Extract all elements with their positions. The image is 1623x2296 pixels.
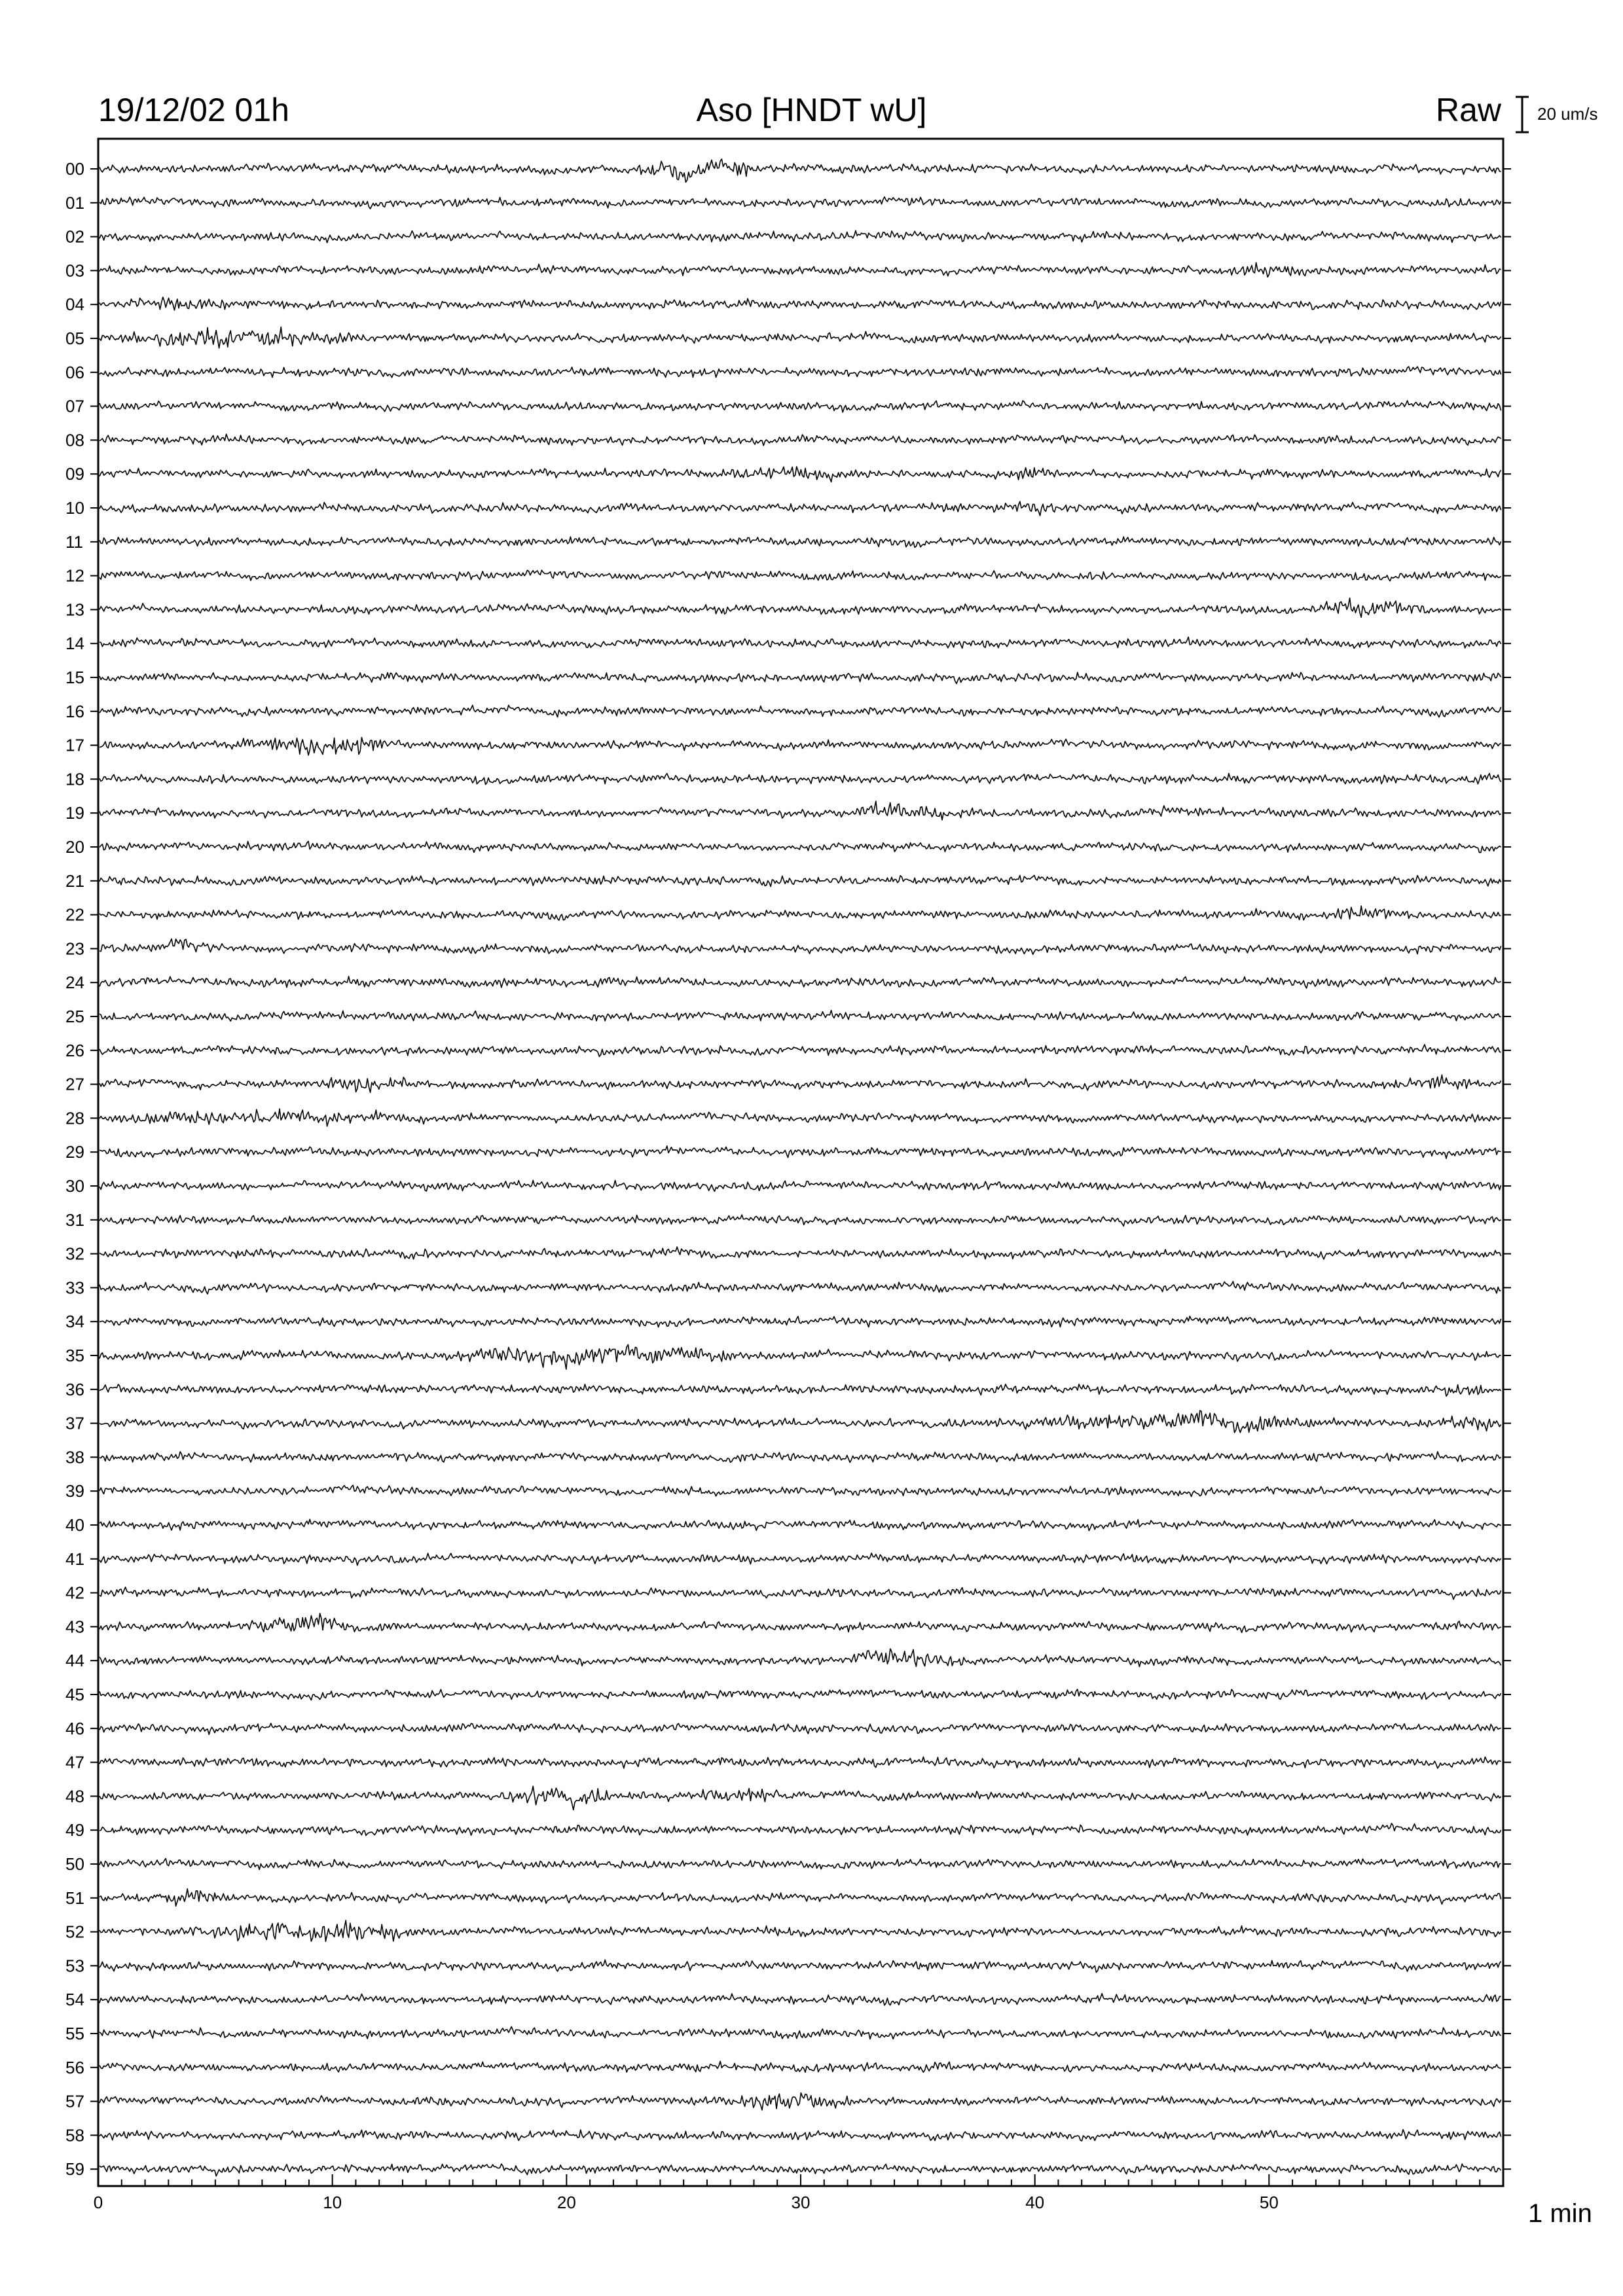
trace-line [100,1553,1501,1566]
trace-line [100,672,1501,683]
trace-line [100,906,1501,920]
row-label: 25 [65,1007,84,1026]
trace-line [100,1075,1501,1092]
trace-line [100,977,1501,988]
trace-line [100,1519,1501,1530]
trace-line [100,1011,1501,1021]
trace-line [100,2130,1501,2141]
row-label: 26 [65,1040,84,1060]
trace-line [100,262,1501,277]
row-label: 33 [65,1278,84,1298]
row-label: 37 [65,1413,84,1433]
x-tick-label: 10 [323,2193,342,2212]
record-datetime: 19/12/02 01h [98,92,289,128]
row-label: 45 [65,1685,84,1704]
trace-line [100,1452,1501,1463]
row-label: 38 [65,1447,84,1467]
row-label: 53 [65,1956,84,1976]
row-label: 10 [65,498,84,518]
trace-line [100,738,1501,755]
row-label: 30 [65,1176,84,1196]
trace-line [100,1587,1501,1600]
trace-line [100,801,1501,820]
row-label: 20 [65,837,84,857]
row-label: 54 [65,1990,84,2010]
trace-line [100,1282,1501,1294]
trace-line [100,1613,1501,1632]
row-label: 02 [65,226,84,247]
row-label: 03 [65,260,84,281]
trace-line [100,434,1501,445]
trace-line [100,1823,1501,1836]
x-tick-label: 50 [1259,2193,1279,2212]
row-label: 52 [65,1922,84,1942]
row-label: 58 [65,2125,84,2145]
row-label: 50 [65,1854,84,1874]
trace-line [100,159,1501,182]
trace-line [100,1410,1501,1433]
x-tick-label: 20 [556,2193,576,2212]
row-label: 01 [65,192,84,213]
trace-line [100,297,1501,310]
scale-bar-label: 20 um/s [1537,104,1598,124]
x-tick-label: 30 [791,2193,811,2212]
row-label: 19 [65,803,84,823]
trace-line [100,1316,1501,1327]
trace-line [100,2027,1501,2039]
row-label: 15 [65,668,84,687]
row-label: 09 [65,464,84,484]
trace-line [100,401,1501,412]
row-label: 46 [65,1718,84,1738]
x-unit-label: 1 min [1528,2199,1592,2228]
row-label: 49 [65,1820,84,1840]
row-label: 23 [65,939,84,959]
trace-line [100,1180,1501,1191]
row-label: 08 [65,430,84,450]
row-label: 18 [65,769,84,789]
trace-line [100,875,1501,886]
trace-line [100,1247,1501,1259]
row-label: 43 [65,1617,84,1637]
row-label: 24 [65,973,84,993]
plot-frame [98,139,1503,2186]
trace-line [100,1344,1501,1369]
trace-line [100,537,1501,547]
trace-line [100,467,1501,482]
trace-line [100,1723,1501,1734]
row-label: 06 [65,362,84,382]
row-label: 48 [65,1786,84,1806]
row-label: 11 [65,531,83,552]
trace-line [100,705,1501,717]
row-label: 16 [65,701,84,721]
row-label: 28 [65,1108,84,1128]
trace-line [100,367,1501,378]
row-label: 39 [65,1481,84,1501]
row-label: 36 [65,1379,84,1399]
x-tick-label: 40 [1025,2193,1045,2212]
trace-line [100,1920,1501,1941]
row-label: 59 [65,2159,84,2179]
trace-line [100,1786,1501,1810]
trace-line [100,327,1501,348]
trace-line [100,197,1501,209]
trace-line [100,939,1501,955]
row-label: 29 [65,1142,84,1162]
trace-line [100,1649,1501,1666]
row-label: 12 [65,565,84,586]
trace-line [100,1757,1501,1768]
x-tick-label: 0 [93,2193,103,2212]
trace-line [100,2093,1501,2110]
row-label: 42 [65,1583,84,1603]
trace-line [100,1045,1501,1057]
row-label: 44 [65,1651,84,1671]
row-label: 40 [65,1515,84,1535]
trace-line [100,1146,1501,1158]
row-label: 32 [65,1244,84,1264]
row-label: 21 [65,870,84,891]
row-label: 13 [65,600,84,620]
trace-line [100,1215,1501,1226]
row-label: 34 [65,1312,84,1332]
trace-line [100,598,1501,618]
row-label: 47 [65,1752,84,1772]
scale-bar [1516,97,1529,132]
trace-line [100,1960,1501,1972]
trace-line [100,774,1501,785]
row-label: 22 [65,905,84,925]
row-label: 35 [65,1346,84,1365]
row-label: 55 [65,2024,84,2043]
trace-line [100,637,1501,648]
mode-label: Raw [1435,92,1501,128]
trace-line [100,570,1501,581]
trace-line [100,1109,1501,1126]
trace-line [100,230,1501,243]
row-label: 31 [65,1210,84,1230]
row-label: 27 [65,1074,84,1094]
row-label: 51 [65,1888,84,1908]
trace-line [100,1994,1501,2005]
row-label: 14 [65,634,84,654]
trace-line [100,1485,1501,1496]
row-label: 07 [65,396,84,416]
row-label: 17 [65,735,84,755]
trace-line [100,1689,1501,1700]
row-label: 57 [65,2091,84,2111]
trace-line [100,1384,1501,1396]
row-label: 41 [65,1549,84,1569]
row-label: 04 [65,295,84,315]
trace-line [100,841,1501,852]
row-label: 56 [65,2057,84,2077]
trace-line [100,501,1501,516]
trace-line [100,1859,1501,1870]
trace-line [100,1889,1501,1907]
row-label: 00 [65,159,84,179]
row-label: 05 [65,329,84,348]
station-title: Aso [HNDT wU] [696,92,927,128]
trace-line [100,2061,1501,2072]
